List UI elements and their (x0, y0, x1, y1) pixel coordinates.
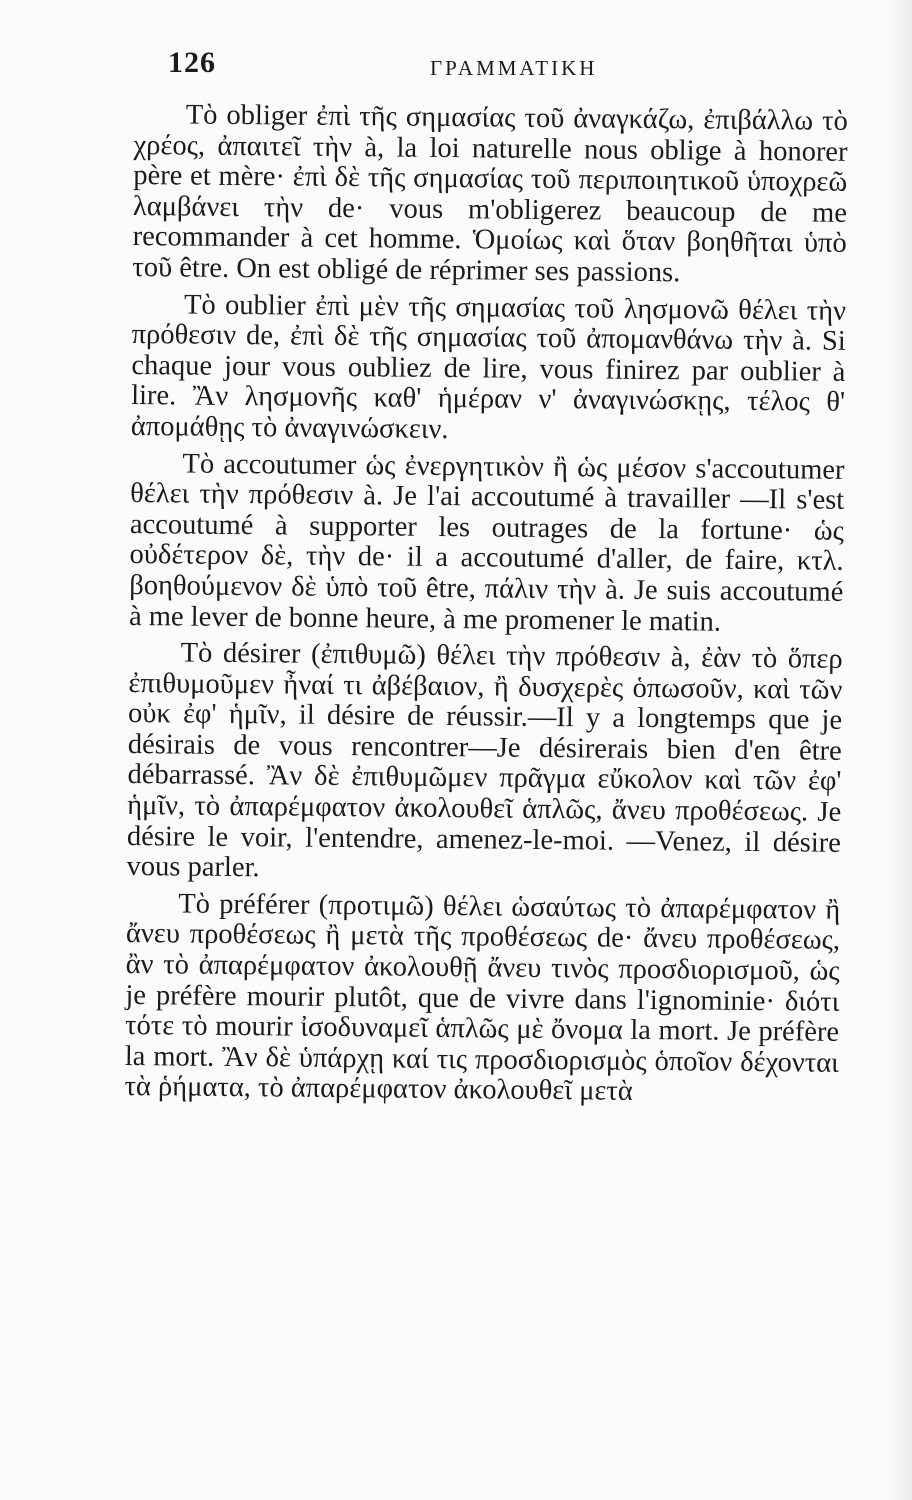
running-title: ΓΡΑΜΜΑΤΙΚΗ (430, 56, 598, 80)
paragraph-preferer: Τὸ préférer (προτιμῶ) θέλει ὡσαύτως τὸ ἀπαρέμφατον ἢ ἄνευ προθέσεως ἢ μετὰ τῆς προθέσεως de· ἄνευ προθέσεως, ἂν τὸ ἀπαρέμφατον ἀκολουθῇ ἄνευ τινὸς προσδιορισμοῦ, ὡς je préfère mourir plutôt, que de vivre dans l'ignominie· διότι τότε τὸ mourir ἰσοδυναμεῖ ἁπλῶς μὲ ὄνομα la mort. Je préfère la mort. Ἂν δὲ ὑπάρχῃ καί τις προσδιορισμὸς ὁποῖον δέχονται τὰ ῥήματα, τὸ ἀπαρέμφατον ἀκολουθεῖ μετὰ (124, 888, 841, 1108)
page-edge-shadow (886, 0, 912, 1500)
body-text (124, 100, 848, 1110)
paragraph-obliger: Τὸ obliger ἐπὶ τῆς σημασίας τοῦ ἀναγκάζω, ἐπιβάλλω τὸ χρέος, ἀπαιτεῖ τὴν à, la loi naturelle nous oblige à honorer père et mère· ἐπὶ δὲ τῆς σημασίας τοῦ περιποιητικοῦ ὑποχρεῶ λαμβάνει τὴν de· vous m'obligerez beaucoup de me recommander à cet homme. Ὁμοίως καὶ ὅταν βοηθῆται ὑπὸ τοῦ être. On est obligé de réprimer ses passions. (132, 99, 848, 289)
running-head (168, 46, 868, 86)
paragraph-accoutumer: Τὸ accoutumer ὡς ἐνεργητικὸν ἢ ὡς μέσον s'accoutumer θέλει τὴν πρόθεσιν à. Je l'ai accoutumé à travailler —Il s'est accoutumé à supporter les outrages de la fortune· ὡς οὐδέτερον δὲ, τὴν de· il a accoutumé d'aller, de faire, κτλ. βοηθούμενον δὲ ὑπὸ τοῦ être, πάλιν τὴν à. Je suis accoutumé à me lever de bonne heure, à me promener le matin. (128, 448, 845, 638)
paragraph-desirer: Τὸ désirer (ἐπιθυμῶ) θέλει τὴν πρόθεσιν à, ἐὰν τὸ ὅπερ ἐπιθυμοῦμεν ἦναί τι ἀβέβαιον, ἢ δυσχερὲς ὁπωσοῦν, καὶ τῶν οὐκ ἐφ' ἡμῖν, il désire de réussir.—Il y a longtemps que je désirais de vous rencontrer—Je désirerais bien d'en être débarrassé. Ἂν δὲ ἐπιθυμῶμεν πρᾶγμα εὔκολον καὶ τῶν ἐφ' ἡμῖν, τὸ ἀπαρέμφατον ἀκολουθεῖ ἁπλῶς, ἄνευ προθέσεως. Je désire le voir, l'entendre, amenez-le-moi. —Venez, il désire vous parler. (126, 637, 843, 884)
page-number: 126 (168, 46, 216, 79)
paragraph-oublier: Τὸ oublier ἐπὶ μὲν τῆς σημασίας τοῦ λησμονῶ θέλει τὴν πρόθεσιν de, ἐπὶ δὲ τῆς σημασίας τοῦ ἀπομανθάνω τὴν à. Si chaque jour vous oubliez de lire, vous finirez par oublier à lire. Ἂν λησμονῆς καθ' ἡμέραν ν' ἀναγινώσκῃς, τέλος θ' ἀπομάθῃς τὸ ἀναγινώσκειν. (130, 289, 847, 445)
